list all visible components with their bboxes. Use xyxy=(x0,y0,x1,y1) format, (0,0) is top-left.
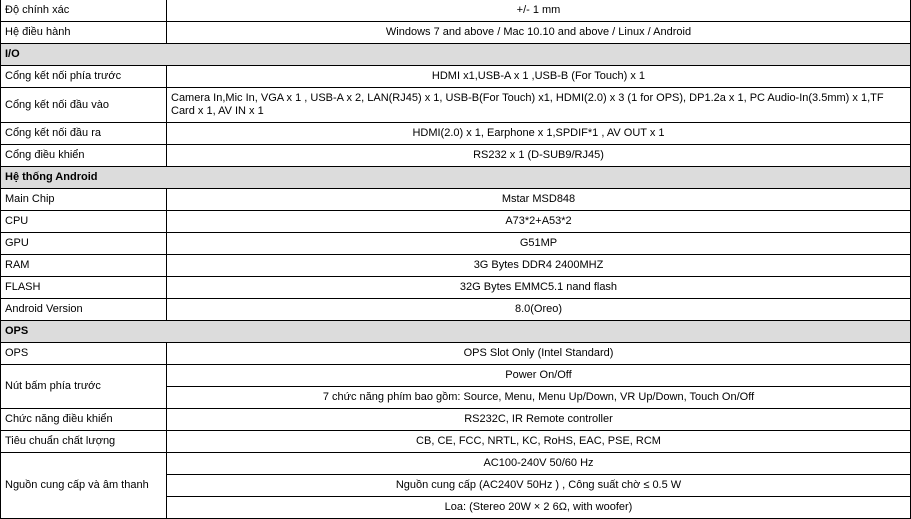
spec-row xyxy=(1,431,911,453)
spec-row xyxy=(1,255,911,277)
spec-value: Power On/Off xyxy=(167,365,911,387)
spec-label: RAM xyxy=(1,255,167,277)
spec-label: Cổng kết nối phía trước xyxy=(1,66,167,88)
spec-label: Nguồn cung cấp và âm thanh xyxy=(1,453,167,519)
spec-label: Cổng kết nối đầu ra xyxy=(1,123,167,145)
spec-value: 32G Bytes EMMC5.1 nand flash xyxy=(167,277,911,299)
spec-row xyxy=(1,343,911,365)
spec-value: +/- 1 mm xyxy=(167,0,911,22)
spec-value: HDMI(2.0) x 1, Earphone x 1,SPDIF*1 , AV OUT x 1 xyxy=(167,123,911,145)
spec-row xyxy=(1,189,911,211)
spec-value: 7 chức năng phím bao gồm: Source, Menu, Menu Up/Down, VR Up/Down, Touch On/Off xyxy=(167,387,911,409)
spec-value: AC100-240V 50/60 Hz xyxy=(167,453,911,475)
spec-row xyxy=(1,277,911,299)
spec-value: Mstar MSD848 xyxy=(167,189,911,211)
section-title: I/O xyxy=(1,44,911,66)
spec-label: CPU xyxy=(1,211,167,233)
spec-label: Main Chip xyxy=(1,189,167,211)
section-header-he-thong-android xyxy=(1,167,911,189)
section-header-ops xyxy=(1,321,911,343)
spec-value: OPS Slot Only (Intel Standard) xyxy=(167,343,911,365)
spec-row xyxy=(1,22,911,44)
spec-row xyxy=(1,453,911,475)
spec-value: Loa: (Stereo 20W × 2 6Ω, with woofer) xyxy=(167,497,911,519)
spec-label: GPU xyxy=(1,233,167,255)
spec-row xyxy=(1,66,911,88)
spec-value: CB, CE, FCC, NRTL, KC, RoHS, EAC, PSE, RCM xyxy=(167,431,911,453)
spec-value: 3G Bytes DDR4 2400MHZ xyxy=(167,255,911,277)
spec-label: Hệ điều hành xyxy=(1,22,167,44)
spec-row xyxy=(1,145,911,167)
spec-value: Camera In,Mic In, VGA x 1 , USB-A x 2, LAN(RJ45) x 1, USB-B(For Touch) x1, HDMI(2.0) x 3 (1 for OPS), DP1.2a x 1, PC Audio-In(3.5mm) x 1,TF Card x 1, AV IN x 1 xyxy=(167,88,911,123)
spec-value: 8.0(Oreo) xyxy=(167,299,911,321)
spec-value: HDMI x1,USB-A x 1 ,USB-B (For Touch) x 1 xyxy=(167,66,911,88)
spec-label: Cổng điều khiển xyxy=(1,145,167,167)
spec-value: Windows 7 and above / Mac 10.10 and above / Linux / Android xyxy=(167,22,911,44)
spec-row xyxy=(1,123,911,145)
spec-label: OPS xyxy=(1,343,167,365)
spec-label: Cổng kết nối đầu vào xyxy=(1,88,167,123)
spec-value: A73*2+A53*2 xyxy=(167,211,911,233)
spec-label: Chức năng điều khiển xyxy=(1,409,167,431)
section-title: Hệ thống Android xyxy=(1,167,911,189)
spec-value: RS232 x 1 (D-SUB9/RJ45) xyxy=(167,145,911,167)
section-title: OPS xyxy=(1,321,911,343)
spec-label: Tiêu chuẩn chất lượng xyxy=(1,431,167,453)
spec-value: Nguồn cung cấp (AC240V 50Hz ) , Công suất chờ ≤ 0.5 W xyxy=(167,475,911,497)
spec-value: RS232C, IR Remote controller xyxy=(167,409,911,431)
spec-label: Nút bấm phía trước xyxy=(1,365,167,409)
spec-label: FLASH xyxy=(1,277,167,299)
spec-row xyxy=(1,88,911,123)
spec-row xyxy=(1,409,911,431)
spec-value: G51MP xyxy=(167,233,911,255)
section-header-i-o xyxy=(1,44,911,66)
spec-row xyxy=(1,211,911,233)
spec-label: Độ chính xác xyxy=(1,0,167,22)
spec-row xyxy=(1,365,911,387)
spec-label: Android Version xyxy=(1,299,167,321)
spec-row xyxy=(1,233,911,255)
spec-row xyxy=(1,0,911,22)
spec-row xyxy=(1,299,911,321)
spec-table-body xyxy=(1,0,911,519)
